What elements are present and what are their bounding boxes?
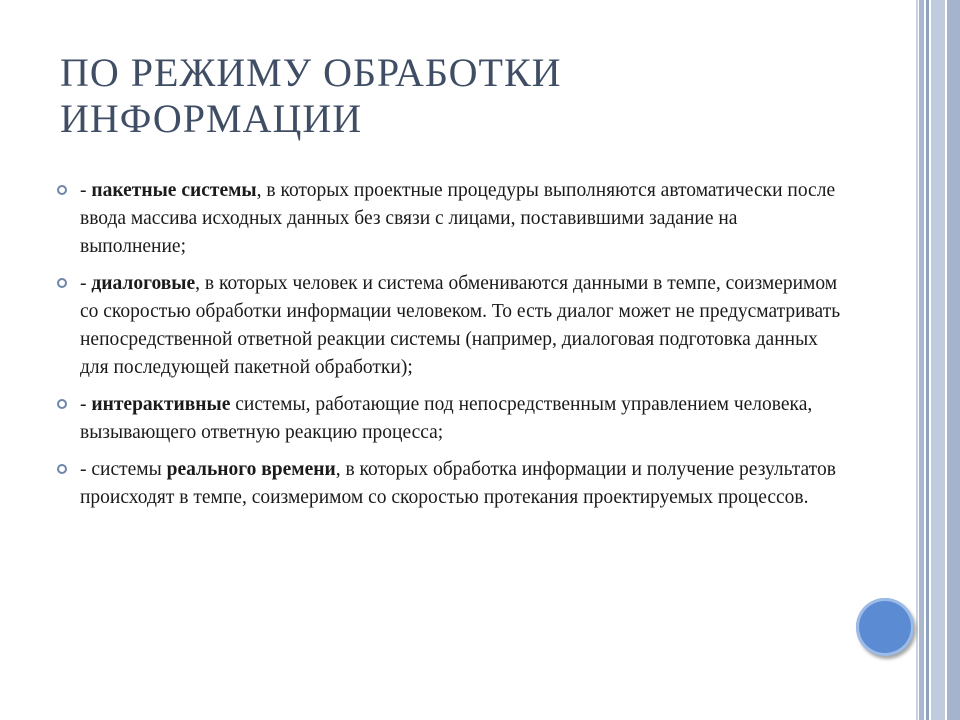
bullet-description: , в которых обработка информации и получение результатов происходят в темпе, соизмеримом со скоростью протекания проектируемых процессов. bbox=[80, 459, 836, 508]
bullet-item-interactive-systems bbox=[57, 391, 847, 447]
bullet-description: системы, работающие под непосредственным управлением человека, вызывающего ответную реакцию процесса; bbox=[80, 394, 813, 443]
blue-circle-icon bbox=[856, 598, 914, 656]
bullet-prefix: - bbox=[80, 394, 92, 415]
hollow-circle-bullet-icon bbox=[57, 185, 67, 195]
bullet-term: реального времени bbox=[166, 459, 336, 480]
stripe-2 bbox=[919, 0, 924, 720]
bullet-description: , в которых человек и система обмениваются данными в темпе, соизмеримом со скоростью обработки информации человеком. То есть диалог может не предусматривать непосредственной ответной реакции системы (например, диалоговая подготовка данных для последующей пакетной обработки); bbox=[80, 273, 841, 378]
hollow-circle-bullet-icon bbox=[57, 399, 67, 409]
bullet-term: интерактивные bbox=[91, 394, 231, 415]
slide-title-line-2: ИНФОРМАЦИИ bbox=[60, 96, 363, 141]
bullet-description: , в которых проектные процедуры выполняются автоматически после ввода массива исходных данных без связи с лицами, поставившими задание на выполнение; bbox=[80, 180, 836, 257]
bullet-term: диалоговые bbox=[91, 273, 196, 294]
stripe-5 bbox=[947, 0, 960, 720]
bullet-prefix: - bbox=[80, 180, 92, 201]
bullet-text bbox=[80, 394, 812, 443]
bullet-item-batch-systems bbox=[57, 177, 847, 261]
bullet-item-dialog-systems bbox=[57, 270, 847, 382]
bullet-text bbox=[80, 459, 836, 508]
bullet-item-realtime-systems bbox=[57, 456, 847, 512]
slide-title bbox=[60, 50, 880, 142]
stripe-3 bbox=[926, 0, 929, 720]
stripe-1 bbox=[916, 0, 918, 720]
stripe-4 bbox=[931, 0, 945, 720]
bullet-text bbox=[80, 180, 835, 257]
bullet-term: пакетные системы bbox=[91, 180, 257, 201]
right-border-stripes bbox=[916, 0, 960, 720]
bullet-list bbox=[57, 177, 847, 521]
bullet-prefix: - bbox=[80, 273, 92, 294]
hollow-circle-bullet-icon bbox=[57, 464, 67, 474]
bullet-text bbox=[80, 273, 840, 378]
bullet-prefix: - системы bbox=[80, 459, 167, 480]
hollow-circle-bullet-icon bbox=[57, 278, 67, 288]
slide-title-line-1: ПО РЕЖИМУ ОБРАБОТКИ bbox=[60, 50, 562, 95]
